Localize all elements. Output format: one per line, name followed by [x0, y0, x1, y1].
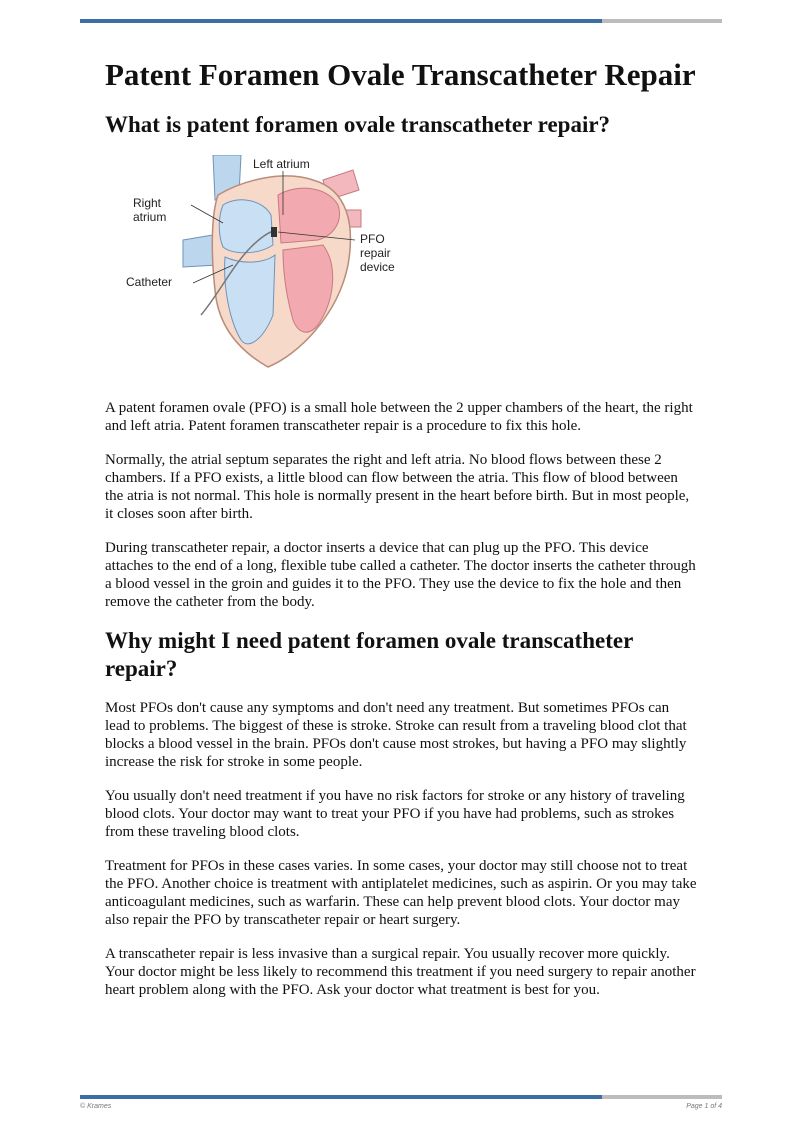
label-right-atrium-line2: atrium [133, 210, 167, 224]
bottom-rule-gray [602, 1095, 722, 1099]
paragraph: You usually don't need treatment if you have no risk factors for stroke or any history of traveling blood clots. Your doctor may want to treat your PFO if you have had problems, such as strokes from these traveling blood clots. [105, 788, 685, 840]
paragraph: Treatment for PFOs in these cases varies. In some cases, your doctor may still choose not to treat the PFO. Another choice is treatment with antiplatelet medicines, such as aspirin. Or you may take anticoagulant medicines, such as warfarin. These can help prevent blood clots. Your doctor may also repair the PFO by transcatheter repair or heart surgery. [105, 858, 697, 928]
paragraph: Most PFOs don't cause any symptoms and don't need any treatment. But sometimes PFOs can lead to problems. The biggest of these is stroke. Stroke can result from a traveling blood clot that blocks a blood vessel in the brain. PFOs don't cause most strokes, but having a PFO may slightly increase the risk for stroke in some people. [105, 700, 687, 770]
paragraph: Normally, the atrial septum separates the right and left atria. No blood flows between these 2 chambers. If a PFO exists, a little blood can flow between the atria. This flow of blood between the atria is not normal. This hole is normally present in the heart before birth. But in most people, it closes soon after birth. [105, 452, 690, 522]
document-content [105, 56, 697, 1015]
page-title: Patent Foramen Ovale Transcatheter Repair [105, 57, 696, 92]
label-left-atrium: Left atrium [253, 157, 310, 171]
label-catheter: Catheter [126, 275, 173, 289]
top-rule-blue [80, 19, 602, 23]
section-heading-what-is: What is patent foramen ovale transcatheter repair? [105, 112, 611, 137]
section-heading-why: Why might I need patent foramen ovale transcatheter repair? [105, 628, 633, 681]
paragraph: A patent foramen ovale (PFO) is a small hole between the 2 upper chambers of the heart, the right and left atria. Patent foramen transcatheter repair is a procedure to fix this hole. [105, 400, 693, 434]
label-pfo-line3: device [360, 260, 395, 274]
heart-illustration [123, 155, 423, 375]
label-pfo-line1: PFO [360, 232, 385, 246]
footer-page-number: Page 1 of 4 [686, 1103, 722, 1110]
paragraph: During transcatheter repair, a doctor inserts a device that can plug up the PFO. This device attaches to the end of a long, flexible tube called a catheter. The doctor inserts the catheter through a blood vessel in the groin and guides it to the PFO. They use the device to fix the hole and then remove the catheter from the body. [105, 540, 696, 610]
paragraph: A transcatheter repair is less invasive than a surgical repair. You usually recover more quickly. Your doctor might be less likely to recommend this treatment if you need surgery to repair another heart problem along with the PFO. Ask your doctor what treatment is best for you. [105, 946, 696, 998]
label-right-atrium-line1: Right [133, 196, 162, 210]
label-pfo-line2: repair [360, 246, 391, 260]
bottom-rule-blue [80, 1095, 602, 1099]
top-rule [80, 19, 722, 23]
top-rule-gray [602, 19, 722, 23]
footer-copyright: © Krames [80, 1103, 112, 1110]
heart-diagram-svg [123, 155, 423, 375]
bottom-rule [80, 1095, 722, 1099]
